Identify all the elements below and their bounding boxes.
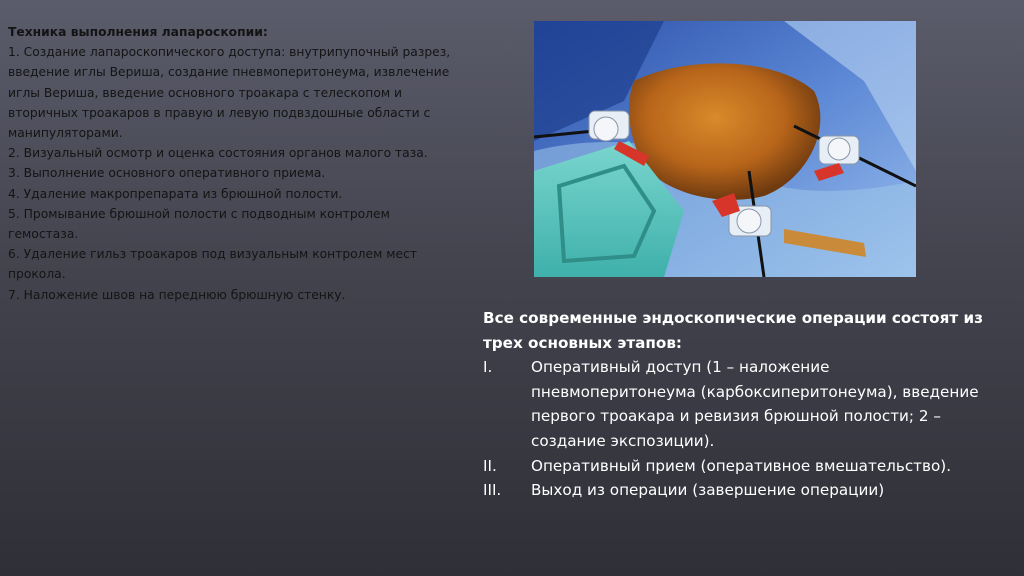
stage-numeral: I. [483,358,493,377]
technique-step: 3. Выполнение основного оперативного приема. [8,166,326,181]
stage-numeral: II. [483,456,497,475]
stage-item [483,478,983,503]
stage-text: Оперативный прием (оперативное вмешательство). [531,456,952,475]
technique-step: 7. Наложение швов на переднюю брюшную стенку. [8,287,346,302]
technique-step: 5. Промывание брюшной полости с подводным контролем гемостаза. [8,206,390,242]
stage-item [483,355,983,453]
technique-step: 1. Создание лапароскопического доступа: внутрипупочный разрез, введение иглы Вериша, создание пневмоперитонеума, извлечение иглы Вериша, введение основного троакара с телескопом и вторичных троакаров в правую и левую подвздошные области с манипуляторами. [8,45,451,141]
laparoscopy-photo [534,21,916,277]
stage-text: Выход из операции (завершение операции) [531,481,885,500]
technique-step: 2. Визуальный осмотр и оценка состояния органов малого таза. [8,146,428,161]
technique-heading: Техника выполнения лапароскопии: [8,25,268,39]
technique-step: 6. Удаление гильз троакаров под визуальным контролем мест прокола. [8,247,418,282]
stages-text-block [483,306,983,503]
technique-step: 4. Удаление макропрепарата из брюшной полости. [8,186,343,201]
stages-intro: Все современные эндоскопические операции состоят из трех основных этапов: [483,309,983,352]
stage-item [483,454,983,479]
stage-text: Оперативный доступ (1 – наложение пневмоперитонеума (карбоксиперитонеума), введение первого троакара и ревизия брюшной полости; 2 – создание экспозиции). [531,358,979,450]
technique-text-block [8,22,458,305]
stage-numeral: III. [483,481,502,500]
